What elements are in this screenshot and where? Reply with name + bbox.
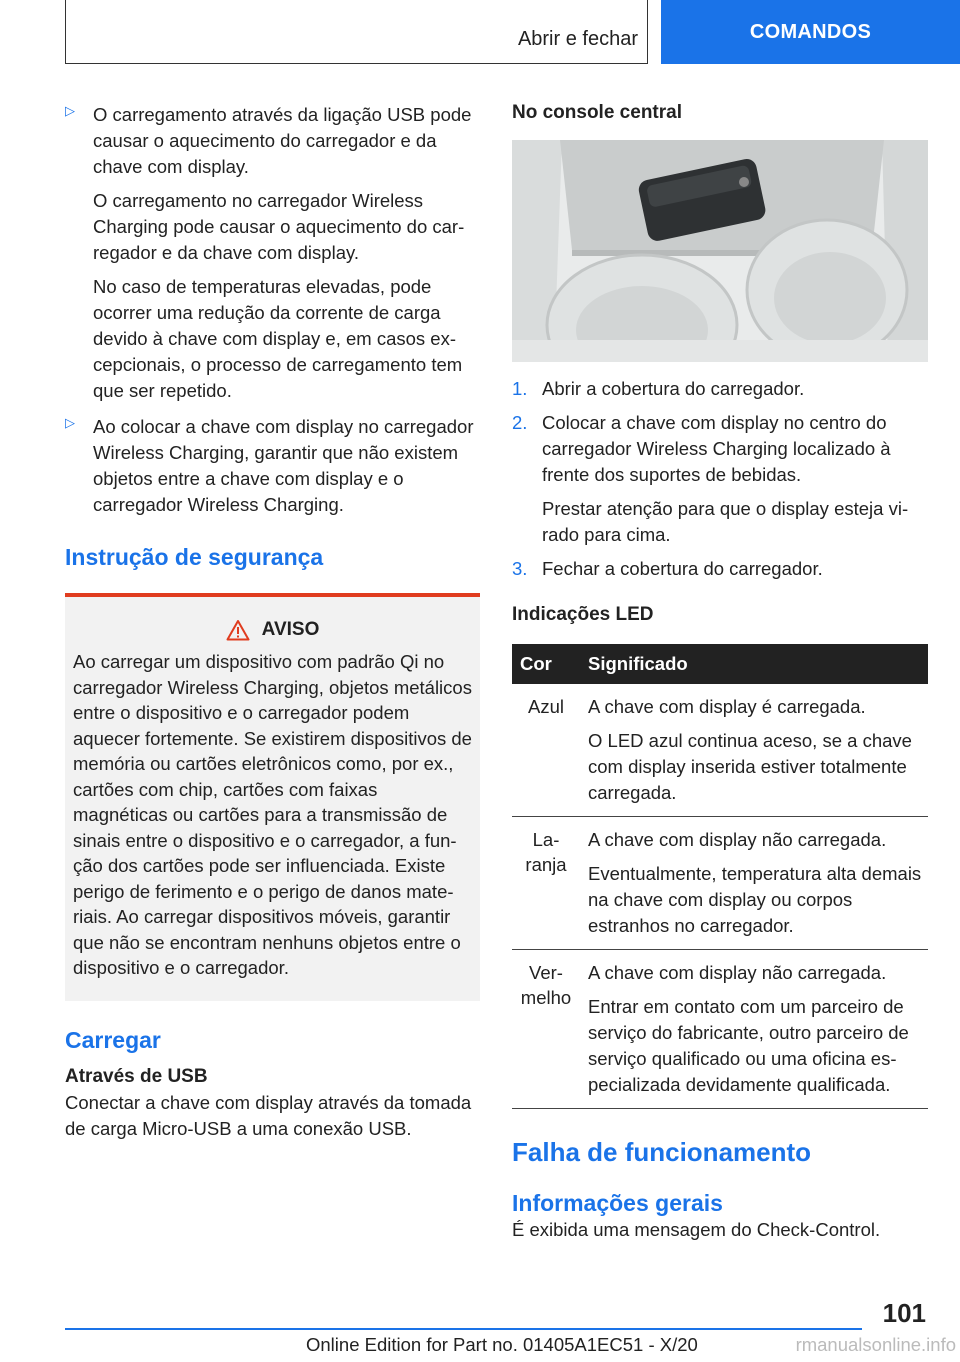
led-color: Laranja [512,817,580,950]
warning-box [65,593,480,1001]
usb-heading: Através de USB [65,1065,208,1087]
paragraph: O carregamento no carregador Wireless Charging pode causar o aquecimento do carregador e da chave com display. [93,190,465,263]
led-table [512,644,928,1109]
list-item [512,556,928,582]
edition-text: Online Edition for Part no. 01405A1EC51 - X/20 [306,1334,698,1355]
table-row [512,817,928,950]
paragraph: Ao colocar a chave com display no carregador Wireless Charging, garantir que não existem objetos entre a chave com display e o carregador Wireless Charging. [93,416,474,515]
led-heading: Indicações LED [512,604,654,625]
step-number: 2. [512,412,528,433]
list-item [512,410,928,548]
general-info-text: É exibida uma mensagem do Check-Control. [512,1219,881,1240]
led-meaning-cell [580,950,928,1109]
warning-text: Ao carregar um dispositivo com padrão Qi no carregador Wireless Charging, objetos metálicos entre o dispositivo e o carregador podem aquecer fortemente. Se existirem dispositivos de memória ou cartões eletrônicos como, por ex., cartões com chip, cartões com faixas magnéticas ou cartões para a transmissão de sinais entre o dispositivo e o carregador, a função dos cartões pode ser influenciada. Existe perigo de ferimento e o perigo de danos materiais. Ao carregar dispositivos móveis, garantir que não se encontram nenhuns objetos entre o dispositivo e o carregador. [73,651,472,978]
led-meaning: A chave com display é carregada. [588,696,866,717]
led-detail: Entrar em contato com um parceiro de serviço do fabricante, outro parceiro de serviço qualificado ou uma oficina especializada devidamente qualificada. [588,996,909,1095]
table-header-row [512,644,928,684]
led-meaning: A chave com display não carregada. [588,962,887,983]
left-column [65,102,480,1142]
charge-heading: Carregar [65,1026,161,1053]
chapter-tab[interactable] [661,0,960,64]
step-text: Fechar a cobertura do carregador. [542,558,823,579]
right-column [512,102,928,1243]
step-text: Colocar a chave com display no centro do carregador Wireless Charging localizado à frente dos suportes de bebidas. [542,412,891,485]
column-header-color: Cor [512,644,580,684]
step-number: 3. [512,558,528,579]
steps-list [512,376,928,582]
led-detail: O LED azul continua aceso, se a chave com display inserida estiver totalmente carregada. [588,730,912,803]
step-text: Abrir a cobertura do carregador. [542,378,805,399]
chapter-tab-label: COMANDOS [749,20,872,43]
triangle-bullet-icon: ▷ [65,415,75,430]
step-note: Prestar atenção para que o display esteja virado para cima. [542,498,909,545]
column-header-meaning: Significado [580,644,928,684]
led-meaning-cell [580,817,928,950]
general-info-heading: Informações gerais [512,1190,723,1216]
footer-divider [65,1328,862,1330]
charger-photo [512,140,928,362]
step-number: 1. [512,378,528,399]
section-title: Abrir e fechar [517,28,638,50]
led-color: Vermelho [512,950,580,1109]
malfunction-heading: Falha de funcionamento [512,1137,812,1167]
page-number: 101 [882,1298,926,1328]
console-heading: No console central [512,102,682,123]
paragraph: O carregamento através da ligação USB pode causar o aquecimento do carregador e da chave com display. [93,104,472,177]
charger-illustration [512,140,928,362]
bullet-item [65,102,480,404]
list-item [512,376,928,402]
usb-text: Conectar a chave com display através da tomada de carga Micro-USB a uma conexão USB. [65,1091,472,1139]
led-detail: Eventualmente, temperatura alta demais na chave com display ou corpos estranhos no carregador. [588,863,922,936]
warning-title [73,619,472,641]
warning-triangle-icon [226,619,250,641]
triangle-bullet-icon: ▷ [65,103,75,118]
bullet-item [65,414,480,518]
warning-label: AVISO [261,619,320,640]
led-meaning: A chave com display não carregada. [588,829,887,850]
paragraph: No caso de temperaturas elevadas, pode ocorrer uma redução da corrente de carga devido à chave com display e, em casos excepcionais, o processo de carregamento tem que ser repetido. [93,276,463,401]
led-color: Azul [512,684,580,817]
watermark: rmanualsonline.info [795,1334,956,1355]
led-meaning-cell [580,684,928,817]
table-row [512,684,928,817]
table-row [512,950,928,1109]
safety-heading: Instrução de segurança [65,544,324,570]
